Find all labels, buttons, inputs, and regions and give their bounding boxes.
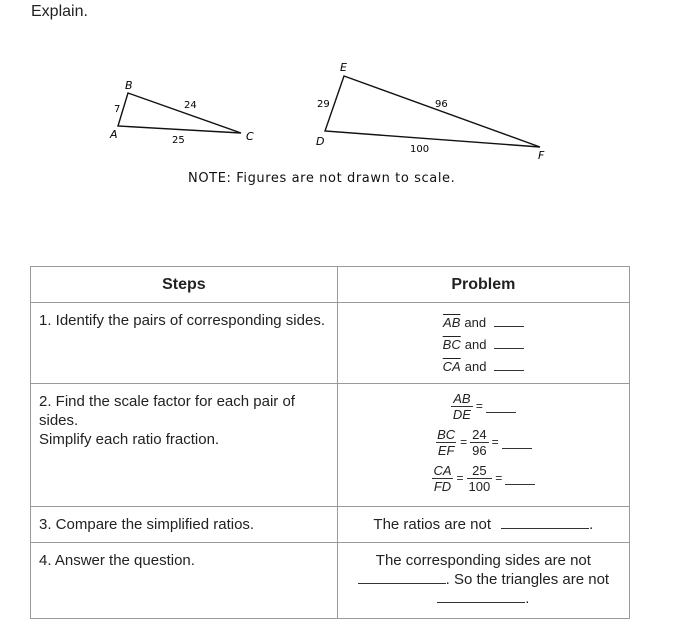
answer-blank[interactable] (494, 358, 524, 371)
scale-note: NOTE: Figures are not drawn to scale. (188, 171, 456, 186)
step-1-text: 1. Identify the pairs of corresponding sides. (31, 303, 338, 384)
value-numerator: 24 (472, 426, 487, 442)
table-row (31, 507, 630, 543)
triangle-def (316, 61, 545, 162)
ratio-numerator: CA (433, 462, 452, 478)
value-numerator: 25 (472, 462, 487, 478)
answer-line-1: The corresponding sides are not (375, 552, 591, 569)
ratio-ca-fd (339, 460, 628, 496)
side-ef-length: 96 (435, 99, 448, 110)
ratio-denominator: EF (437, 442, 455, 458)
vertex-d-label: D (316, 135, 325, 148)
period: . (525, 590, 530, 607)
vertex-c-label: C (246, 130, 254, 143)
and-word: and (464, 337, 487, 352)
and-word: and (464, 359, 487, 374)
triangle-abc (109, 79, 254, 146)
segment-ab: $\overline{AB}$ (443, 315, 461, 330)
prompt-text: Explain. (31, 3, 88, 20)
answer-blank[interactable] (358, 571, 446, 584)
problem-header: Problem (337, 267, 629, 303)
ratio-denominator: DE (452, 406, 471, 422)
step-4-text: 4. Answer the question. (31, 543, 338, 619)
step-4-problem (337, 543, 629, 619)
table-header-row (31, 267, 630, 303)
ratio-numerator: AB (453, 390, 471, 406)
pair-row (339, 356, 628, 378)
side-de-length: 29 (317, 99, 330, 110)
side-ca-length: 25 (172, 135, 185, 146)
answer-blank[interactable] (505, 472, 535, 485)
equals-sign: = (495, 471, 503, 485)
answer-blank[interactable] (494, 336, 524, 349)
step-2-problem (337, 384, 629, 507)
answer-blank[interactable] (502, 436, 532, 449)
table-row (31, 543, 630, 619)
equals-sign: = (460, 435, 468, 449)
triangle-figures (0, 0, 681, 200)
ratio-denominator: FD (433, 478, 452, 494)
segment-ca: $\overline{CA}$ (442, 359, 461, 374)
side-bc-length: 24 (184, 100, 197, 111)
table-row (31, 303, 630, 384)
table-row (31, 384, 630, 507)
step-3-problem (337, 507, 629, 543)
pair-row (339, 312, 628, 334)
vertex-e-label: E (340, 61, 347, 74)
value-denominator: 96 (472, 442, 487, 458)
step-2-line-2: Simplify each ratio fraction. (39, 431, 220, 448)
answer-line-2: . So the triangles are not (445, 571, 610, 588)
ratio-numerator: BC (437, 426, 456, 442)
pair-row (339, 334, 628, 356)
vertex-b-label: B (125, 79, 133, 92)
answer-blank[interactable] (501, 516, 589, 529)
equals-sign: = (475, 399, 483, 413)
step-2-text (31, 384, 338, 507)
segment-bc: $\overline{BC}$ (442, 337, 461, 352)
period: . (589, 516, 594, 533)
ratio-bc-ef (339, 424, 628, 460)
and-word: and (464, 315, 487, 330)
answer-blank[interactable] (494, 314, 524, 327)
vertex-a-label: A (110, 128, 118, 141)
ratio-ab-de (339, 388, 628, 424)
step-2-line-1: 2. Find the scale factor for each pair of sides. (39, 393, 295, 429)
vertex-f-label: F (538, 149, 545, 162)
side-ab-length: 7 (114, 104, 121, 115)
step-1-problem (337, 303, 629, 384)
step-3-text: 3. Compare the simplified ratios. (31, 507, 338, 543)
answer-blank[interactable] (437, 590, 525, 603)
ratios-sentence: The ratios are not (373, 516, 491, 533)
side-fd-length: 100 (410, 144, 430, 155)
answer-blank[interactable] (486, 400, 516, 413)
value-denominator: 100 (468, 478, 491, 494)
steps-header: Steps (31, 267, 338, 303)
equals-sign: = (456, 471, 464, 485)
equals-sign: = (491, 435, 499, 449)
steps-table (30, 266, 630, 619)
